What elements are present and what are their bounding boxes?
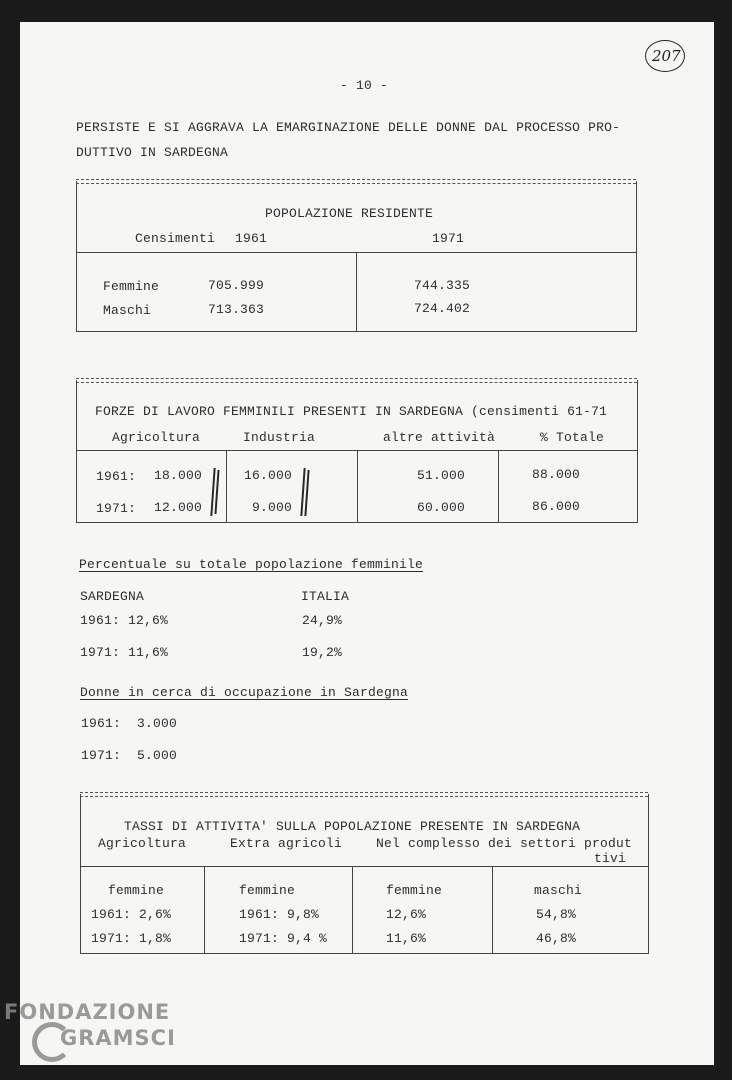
cell-maschi-1971: 724.402 [414, 301, 471, 316]
table-column-rule [352, 866, 353, 954]
subheader-maschi: maschi [534, 883, 583, 898]
heading-line-2: DUTTIVO IN SARDEGNA [76, 145, 229, 160]
table-title: POPOLAZIONE RESIDENTE [265, 206, 434, 221]
cell-maschi-1961: 713.363 [208, 302, 265, 317]
column-header-agricoltura: Agricoltura [98, 836, 187, 851]
row-label-femmine: Femmine [103, 279, 160, 294]
cell-femmine-1971: 11,6% [386, 931, 427, 946]
column-header-altre-attivita: altre attività [383, 430, 496, 445]
cell-femmine-1971: 744.335 [414, 278, 471, 293]
cell-extra-1961: 1961: 9,8% [239, 907, 320, 922]
row-year-1971: 1971: [96, 501, 137, 516]
column-header-italia: ITALIA [301, 589, 350, 604]
cell-altre-1971: 60.000 [417, 500, 466, 515]
table-column-rule [357, 450, 358, 523]
watermark-line-2: GRAMSCI [60, 1026, 176, 1050]
column-header-complesso: Nel complesso dei settori produt [376, 836, 633, 851]
sardegna-1961: 1961: 12,6% [80, 613, 169, 628]
table-header-rule [80, 866, 649, 867]
cell-agricoltura-1961: 1961: 2,6% [91, 907, 172, 922]
column-header-agricoltura: Agricoltura [112, 430, 201, 445]
table-frame [80, 794, 649, 954]
column-header-sardegna: SARDEGNA [80, 589, 145, 604]
cell-industria-1961: 16.000 [244, 468, 293, 483]
handwritten-page-annotation: 207 [645, 40, 685, 72]
italia-1971: 19,2% [302, 645, 343, 660]
table-column-rule [226, 450, 227, 523]
table-column-rule [492, 866, 493, 954]
donne-1961: 1961: 3.000 [81, 716, 178, 731]
section-title-percentuale: Percentuale su totale popolazione femminile [79, 557, 424, 572]
row-year-1961: 1961: [96, 469, 137, 484]
column-header-industria: Industria [243, 430, 316, 445]
cell-femmine-1961: 705.999 [208, 278, 265, 293]
cell-extra-1971: 1971: 9,4 % [239, 931, 328, 946]
watermark-line-1: FONDAZIONE [4, 1000, 171, 1024]
subheader-femmine-complesso: femmine [386, 883, 443, 898]
donne-1971: 1971: 5.000 [81, 748, 178, 763]
year-1961-header: 1961 [235, 231, 268, 246]
cell-maschi-1961: 54,8% [536, 907, 577, 922]
sardegna-1971: 1971: 11,6% [80, 645, 169, 660]
cell-agricoltura-1971: 1971: 1,8% [91, 931, 172, 946]
censimenti-label: Censimenti [135, 231, 216, 246]
year-1971-header: 1971 [432, 231, 465, 246]
subheader-femmine-extra: femmine [239, 883, 296, 898]
table-column-rule [498, 450, 499, 523]
table-title: TASSI DI ATTIVITA' SULLA POPOLAZIONE PRESENTE IN SARDEGNA [124, 819, 581, 834]
column-header-complesso-cont: tivi [594, 851, 627, 866]
table-column-rule [204, 866, 205, 954]
cell-femmine-1961: 12,6% [386, 907, 427, 922]
cell-agricoltura-1961: 18.000 [154, 468, 203, 483]
subheader-femmine-agricoltura: femmine [108, 883, 165, 898]
table-column-rule [356, 252, 357, 332]
italia-1961: 24,9% [302, 613, 343, 628]
heading-line-1: PERSISTE E SI AGGRAVA LA EMARGINAZIONE DELLE DONNE DAL PROCESSO PRO- [76, 120, 621, 135]
cell-totale-1971: 86.000 [532, 499, 581, 514]
cell-altre-1961: 51.000 [417, 468, 466, 483]
cell-agricoltura-1971: 12.000 [154, 500, 203, 515]
row-label-maschi: Maschi [103, 303, 152, 318]
section-title-donne: Donne in cerca di occupazione in Sardegna [80, 685, 409, 700]
column-header-totale: % Totale [540, 430, 605, 445]
table-title: FORZE DI LAVORO FEMMINILI PRESENTI IN SARDEGNA (censimenti 61-71 [95, 404, 608, 419]
page-number: - 10 - [340, 78, 389, 93]
cell-totale-1961: 88.000 [532, 467, 581, 482]
column-header-extra-agricoli: Extra agricoli [230, 836, 343, 851]
cell-maschi-1971: 46,8% [536, 931, 577, 946]
cell-industria-1971: 9.000 [252, 500, 293, 515]
